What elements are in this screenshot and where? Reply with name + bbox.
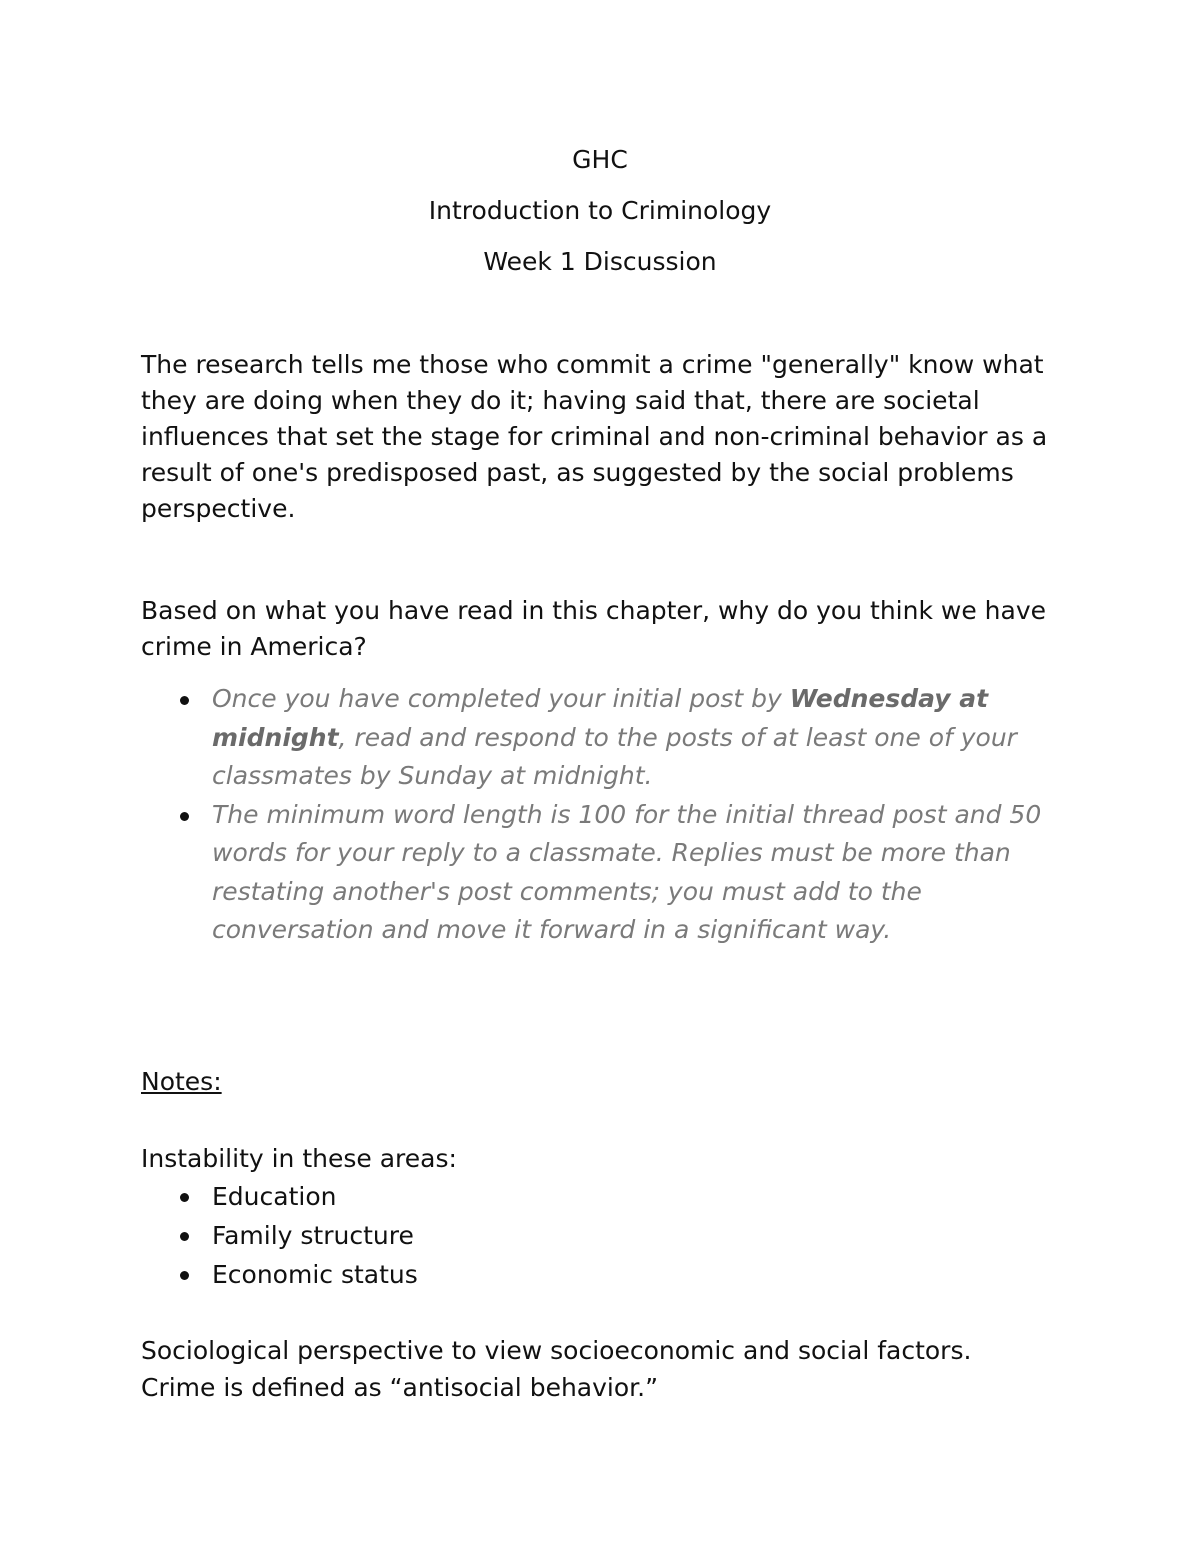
bullet-icon [180, 1193, 189, 1202]
list-item [141, 1216, 1071, 1255]
instructions-list [141, 680, 1071, 950]
course-title: Introduction to Criminology [428, 196, 772, 225]
area-education: Education [212, 1182, 337, 1211]
notes-heading: Notes: [141, 1067, 222, 1096]
list-item [141, 1255, 1071, 1294]
bullet-icon [180, 1271, 189, 1280]
area-family-structure: Family structure [212, 1221, 414, 1250]
instruction-text-end: , read and respond to the posts of at least one of your classmates by Sunday at midnight. [212, 722, 1017, 790]
list-item [141, 1177, 1071, 1216]
instability-areas-list [141, 1177, 1071, 1294]
sociological-perspective-line: Sociological perspective to view socioeconomic and social factors. [141, 1336, 972, 1365]
instruction-text-start: Once you have completed your initial post by [212, 684, 790, 713]
area-economic-status: Economic status [212, 1260, 418, 1289]
discussion-question: Based on what you have read in this chapter, why do you think we have crime in America? [141, 596, 1046, 661]
list-item [141, 680, 1071, 796]
bullet-icon [180, 696, 189, 705]
word-length-instruction: The minimum word length is 100 for the initial thread post and 50 words for your reply to a classmate. Replies must be more than restating another's post comments; you must add to the conversation and move it forward in a significant way. [212, 799, 1042, 944]
school-name: GHC [572, 145, 628, 174]
list-item [141, 796, 1071, 950]
intro-paragraph: The research tells me those who commit a crime "generally" know what they are doing when they do it; having said that, there are societal influences that set the stage for criminal and non-criminal behavior as a result of one's predisposed past, as suggested by the social problems perspective. [141, 350, 1048, 523]
bullet-icon [180, 812, 189, 821]
deadline-emphasis: Wednesday at midnight [212, 684, 989, 752]
assignment-title: Week 1 Discussion [483, 247, 717, 276]
crime-definition-line: Crime is defined as “antisocial behavior.” [141, 1373, 659, 1402]
instability-label: Instability in these areas: [141, 1144, 457, 1173]
bullet-icon [180, 1232, 189, 1241]
